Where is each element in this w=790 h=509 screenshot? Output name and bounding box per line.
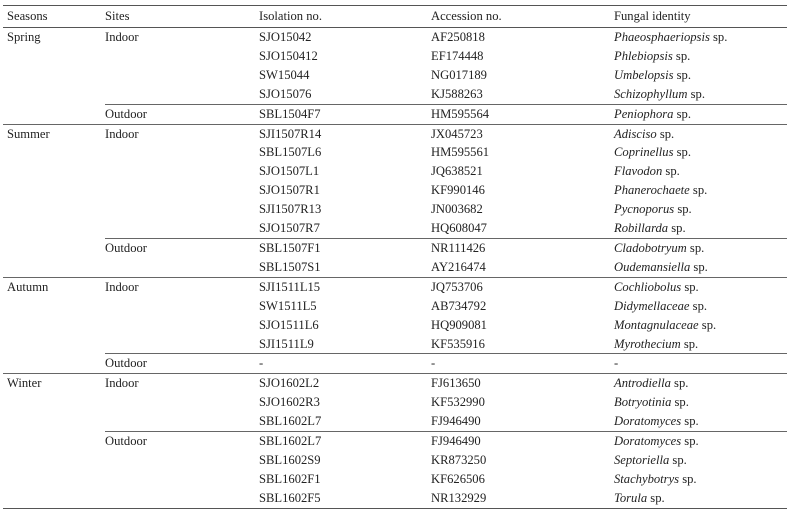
genus-name: Robillarda <box>614 221 669 236</box>
genus-name: Cladobotryum <box>614 240 687 255</box>
season-cell <box>3 181 105 200</box>
table-row <box>3 28 787 47</box>
isolation-no-cell: SJO1507R1 <box>259 183 320 198</box>
season-cell <box>3 47 105 66</box>
season-cell <box>3 104 105 124</box>
isolation-no-cell: SJO1511L6 <box>259 317 319 332</box>
site-cell <box>105 297 259 316</box>
genus-name: Montagnulaceae <box>614 317 699 332</box>
table-body <box>3 28 787 509</box>
isolation-no-cell: - <box>259 354 431 374</box>
site-cell <box>105 143 259 162</box>
accession-no-cell: HQ909081 <box>431 317 487 332</box>
site-cell: Outdoor <box>105 354 259 374</box>
fungal-identity-cell <box>614 66 787 85</box>
genus-name: Doratomyces <box>614 434 682 449</box>
site-cell <box>105 66 259 85</box>
site-cell <box>105 47 259 66</box>
fungal-identity-cell <box>614 277 787 296</box>
table-row <box>3 374 787 393</box>
table-row <box>3 316 787 335</box>
genus-name: Flavodon <box>614 164 663 179</box>
isolation-no-cell: SBL1602F5 <box>259 489 431 508</box>
isolation-no-cell: SJO1602R3 <box>259 395 320 410</box>
site-cell <box>105 181 259 200</box>
table-row <box>3 489 787 508</box>
accession-no-cell: EF174448 <box>431 48 484 63</box>
isolation-no-cell: SJI1507R13 <box>259 202 322 217</box>
season-cell <box>3 489 105 508</box>
isolation-no-cell: SBL1507L6 <box>259 145 322 160</box>
table-row <box>3 297 787 316</box>
fungal-identity-cell <box>614 258 787 277</box>
fungal-identity-cell <box>614 219 787 238</box>
fungal-identity-cell <box>614 124 787 143</box>
season-cell <box>3 200 105 219</box>
table-row <box>3 85 787 104</box>
site-cell <box>105 162 259 181</box>
genus-name: Myrothecium <box>614 336 681 351</box>
species-suffix: sp. <box>681 434 699 449</box>
table-row <box>3 181 787 200</box>
genus-name: Didymellaceae <box>614 298 690 313</box>
season-cell <box>3 316 105 335</box>
fungal-isolates-table <box>3 5 787 509</box>
species-suffix: sp. <box>674 202 692 217</box>
species-suffix: sp. <box>686 240 705 255</box>
genus-name: Adisciso <box>614 126 657 141</box>
accession-no-cell: AB734792 <box>431 298 487 313</box>
site-cell <box>105 335 259 354</box>
isolation-no-cell: SBL1507F1 <box>259 238 431 257</box>
table-row <box>3 451 787 470</box>
species-suffix: sp. <box>673 67 691 82</box>
table-row <box>3 66 787 85</box>
fungal-identity-cell <box>614 412 787 431</box>
genus-name: Coprinellus <box>614 145 674 160</box>
season-cell: Winter <box>3 374 105 393</box>
header-row <box>3 6 787 28</box>
fungal-identity-cell <box>614 181 787 200</box>
isolation-no-cell: SW15044 <box>259 67 310 82</box>
fungal-identity-cell <box>614 297 787 316</box>
table-row <box>3 238 787 257</box>
fungal-identity-cell <box>614 470 787 489</box>
fungal-identity-cell <box>614 143 787 162</box>
isolation-no-cell: SJI1511L9 <box>259 336 314 351</box>
site-cell: Indoor <box>105 374 259 393</box>
accession-no-cell: JN003682 <box>431 202 483 217</box>
species-suffix: sp. <box>687 86 705 101</box>
species-suffix: sp. <box>671 395 689 410</box>
accession-no-cell: FJ946490 <box>431 432 614 451</box>
header-accession-no: Accession no. <box>431 6 614 28</box>
table-row <box>3 104 787 124</box>
species-suffix: sp. <box>681 414 699 429</box>
accession-no-cell: KF990146 <box>431 183 485 198</box>
table-row <box>3 162 787 181</box>
season-cell: Summer <box>3 124 105 143</box>
season-cell <box>3 258 105 277</box>
site-cell: Indoor <box>105 30 139 44</box>
accession-no-cell: NR111426 <box>431 238 614 257</box>
header-isolation-no: Isolation no. <box>259 6 431 28</box>
fungal-identity-cell <box>614 489 787 508</box>
isolation-no-cell: SJO1507R7 <box>259 221 320 236</box>
season-cell <box>3 470 105 489</box>
species-suffix: sp. <box>656 126 675 141</box>
fungal-identity-cell <box>614 393 787 412</box>
site-cell: Indoor <box>105 124 259 143</box>
genus-name: Cochliobolus <box>614 279 682 294</box>
fungal-identity-cell <box>614 47 787 66</box>
species-suffix: sp. <box>668 221 686 236</box>
isolation-no-cell: SJO15042 <box>259 30 312 44</box>
fungal-identity-cell <box>614 200 787 219</box>
isolation-no-cell: SBL1602L7 <box>259 432 431 451</box>
site-cell: Outdoor <box>105 104 259 124</box>
accession-no-cell: HM595564 <box>431 104 614 124</box>
table-row <box>3 470 787 489</box>
accession-no-cell: FJ613650 <box>431 374 614 393</box>
isolation-no-cell: SJO150412 <box>259 48 318 63</box>
genus-name: Doratomyces <box>614 414 682 429</box>
accession-no-cell: KF535916 <box>431 336 485 351</box>
fungal-identity-cell <box>614 316 787 335</box>
species-suffix: sp. <box>672 48 691 63</box>
species-suffix: sp. <box>670 376 689 391</box>
species-suffix: sp. <box>669 452 687 467</box>
season-cell <box>3 393 105 412</box>
accession-no-cell: JQ638521 <box>431 164 483 179</box>
header-seasons: Seasons <box>3 6 105 28</box>
isolation-no-cell: SJI1507R14 <box>259 124 431 143</box>
genus-name: Torula <box>614 490 648 505</box>
isolation-no-cell: SBL1507S1 <box>259 259 321 274</box>
table-row <box>3 335 787 354</box>
accession-no-cell: AY216474 <box>431 259 486 274</box>
accession-no-cell: FJ946490 <box>431 414 481 429</box>
season-cell: Spring <box>7 30 41 44</box>
site-cell <box>105 219 259 238</box>
genus-name: Umbelopsis <box>614 67 674 82</box>
site-cell <box>105 393 259 412</box>
isolation-no-cell: SBL1602S9 <box>259 452 321 467</box>
genus-name: Pycnoporus <box>614 202 675 217</box>
table-row <box>3 200 787 219</box>
genus-name: Septoriella <box>614 452 670 467</box>
isolation-no-cell: SJO15076 <box>259 86 312 101</box>
accession-no-cell: KR873250 <box>431 452 487 467</box>
accession-no-cell: HQ608047 <box>431 221 487 236</box>
season-cell <box>3 143 105 162</box>
isolation-no-cell: SJI1511L15 <box>259 277 431 296</box>
isolation-no-cell: SJO1507L1 <box>259 164 320 179</box>
fungal-identity-cell <box>614 104 787 124</box>
genus-name: Phlebiopsis <box>614 48 673 63</box>
site-cell <box>105 200 259 219</box>
season-cell <box>3 432 105 451</box>
season-cell <box>3 451 105 470</box>
isolation-no-cell: SJO1602L2 <box>259 374 431 393</box>
site-cell: Indoor <box>105 277 259 296</box>
genus-name: Oudemansiella <box>614 259 691 274</box>
species-suffix: sp. <box>680 336 699 351</box>
table-row <box>3 393 787 412</box>
genus-name: Schizophyllum <box>614 86 688 101</box>
genus-name: Phaeosphaeriopsis <box>614 30 710 44</box>
site-cell <box>105 85 259 104</box>
accession-no-cell: NR132929 <box>431 489 614 508</box>
site-cell <box>105 451 259 470</box>
genus-name: Antrodiella <box>614 376 671 391</box>
species-suffix: sp. <box>689 298 708 313</box>
isolation-no-cell: SBL1602F1 <box>259 471 321 486</box>
table-row <box>3 412 787 431</box>
fungal-identity-cell <box>614 354 787 374</box>
table-row <box>3 47 787 66</box>
table-row <box>3 143 787 162</box>
season-cell <box>3 219 105 238</box>
fungal-identity-cell <box>614 238 787 257</box>
species-suffix: sp. <box>647 490 665 505</box>
site-cell: Outdoor <box>105 238 259 257</box>
accession-no-cell: HM595561 <box>431 145 490 160</box>
species-suffix: sp. <box>662 164 680 179</box>
species-suffix: sp. <box>698 317 717 332</box>
table-row <box>3 354 787 374</box>
site-cell <box>105 412 259 431</box>
species-suffix: sp. <box>689 183 708 198</box>
genus-name: Peniophora <box>614 106 674 121</box>
accession-no-cell: KF532990 <box>431 395 485 410</box>
accession-no-cell: JX045723 <box>431 124 614 143</box>
species-suffix: sp. <box>709 30 728 44</box>
fungal-identity-cell <box>614 432 787 451</box>
accession-no-cell: NG017189 <box>431 67 487 82</box>
fungal-identity-cell <box>614 162 787 181</box>
site-cell: Outdoor <box>105 432 259 451</box>
genus-name: Stachybotrys <box>614 471 680 486</box>
site-cell <box>105 470 259 489</box>
genus-name: Phanerochaete <box>614 183 690 198</box>
accession-no-cell: KJ588263 <box>431 86 483 101</box>
season-cell <box>3 238 105 257</box>
table-row <box>3 258 787 277</box>
genus-name: Botryotinia <box>614 395 672 410</box>
species-suffix: sp. <box>673 145 691 160</box>
species-suffix: sp. <box>679 471 697 486</box>
season-cell: Autumn <box>3 277 105 296</box>
season-cell <box>3 85 105 104</box>
table-row <box>3 432 787 451</box>
species-suffix: sp. <box>673 106 691 121</box>
season-cell <box>3 354 105 374</box>
isolation-no-cell: SBL1504F7 <box>259 104 431 124</box>
species-suffix: sp. <box>681 279 699 294</box>
site-cell <box>105 489 259 508</box>
accession-no-cell: JQ753706 <box>431 277 614 296</box>
species-suffix: sp. <box>690 259 708 274</box>
season-cell <box>3 412 105 431</box>
table-row <box>3 219 787 238</box>
season-cell <box>3 335 105 354</box>
accession-no-cell: AF250818 <box>431 30 485 44</box>
header-fungal-identity: Fungal identity <box>614 6 787 28</box>
species-suffix: - <box>614 356 619 371</box>
accession-no-cell: KF626506 <box>431 471 485 486</box>
fungal-identity-cell <box>614 85 787 104</box>
fungal-identity-cell <box>614 374 787 393</box>
site-cell <box>105 258 259 277</box>
fungal-identity-cell <box>614 335 787 354</box>
site-cell <box>105 316 259 335</box>
fungal-identity-cell <box>614 28 787 47</box>
isolation-no-cell: SBL1602L7 <box>259 414 322 429</box>
fungal-identity-cell <box>614 451 787 470</box>
season-cell <box>3 297 105 316</box>
season-cell <box>3 66 105 85</box>
isolation-no-cell: SW1511L5 <box>259 298 317 313</box>
accession-no-cell: - <box>431 354 614 374</box>
table-row <box>3 124 787 143</box>
header-sites: Sites <box>105 6 259 28</box>
season-cell <box>3 162 105 181</box>
table-row <box>3 277 787 296</box>
